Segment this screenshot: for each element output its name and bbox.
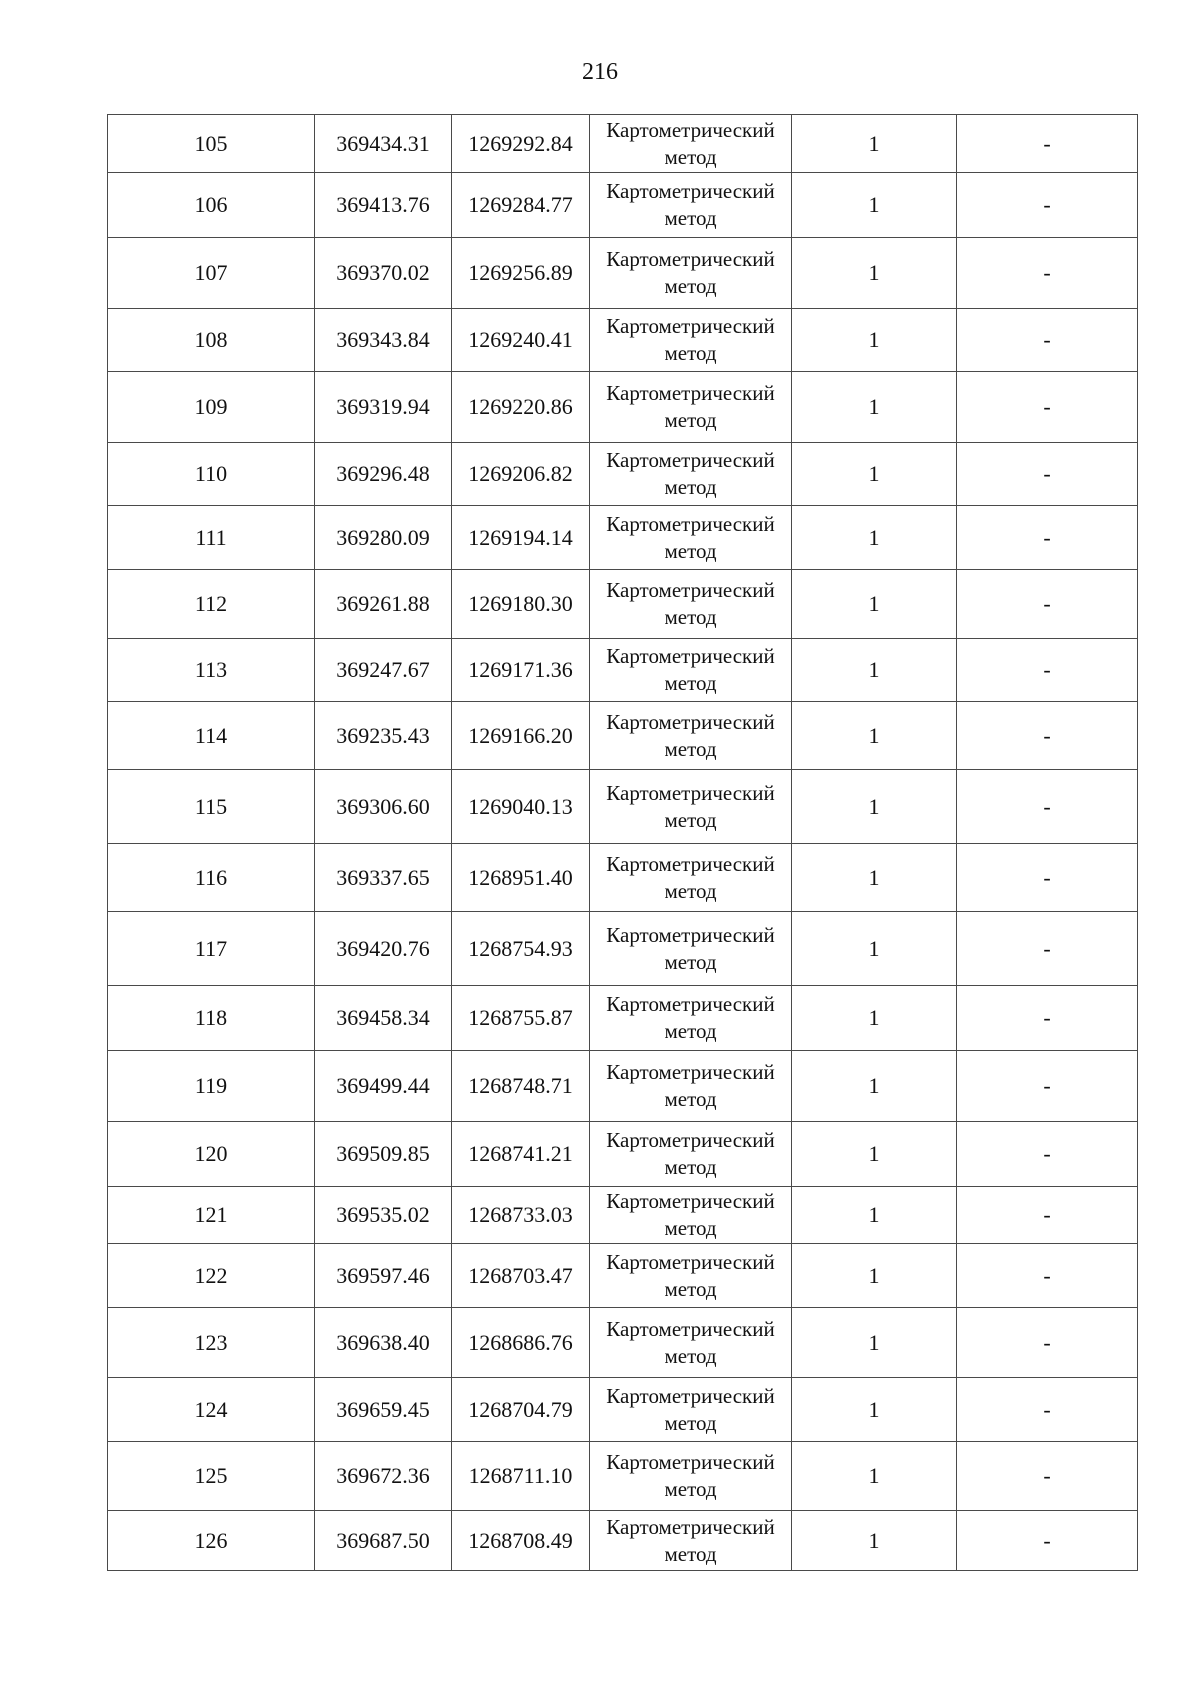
- note-cell: -: [957, 844, 1138, 912]
- note-cell: -: [957, 372, 1138, 443]
- note-cell: -: [957, 443, 1138, 506]
- method-line-1: Картометрический: [606, 1060, 775, 1084]
- method-line-1: Картометрический: [606, 117, 775, 142]
- accuracy-cell: 1: [792, 702, 957, 770]
- y-coordinate-cell: 1269194.14: [452, 506, 590, 570]
- accuracy-cell: 1: [792, 570, 957, 639]
- table-row: [108, 1187, 1138, 1244]
- method-line-1: Картометрический: [606, 1316, 775, 1341]
- method-line-2: метод: [664, 206, 717, 230]
- accuracy-cell: 1: [792, 844, 957, 912]
- method-cell: [590, 1378, 792, 1442]
- method-cell: [590, 770, 792, 844]
- method-cell: [590, 1187, 792, 1244]
- method-cell: [590, 309, 792, 372]
- method-cell: [590, 1308, 792, 1378]
- method-line-2: метод: [664, 807, 717, 832]
- point-number-cell: 120: [108, 1122, 315, 1187]
- x-coordinate-cell: 369343.84: [315, 309, 452, 372]
- x-coordinate-cell: 369235.43: [315, 702, 452, 770]
- coordinates-table: [107, 114, 1138, 1571]
- table-row: [108, 844, 1138, 912]
- method-line-2: метод: [664, 736, 717, 761]
- x-coordinate-cell: 369306.60: [315, 770, 452, 844]
- method-cell: [590, 1511, 792, 1571]
- x-coordinate-cell: 369420.76: [315, 912, 452, 986]
- x-coordinate-cell: 369247.67: [315, 639, 452, 702]
- y-coordinate-cell: 1269292.84: [452, 115, 590, 173]
- accuracy-cell: 1: [792, 173, 957, 238]
- x-coordinate-cell: 369337.65: [315, 844, 452, 912]
- method-cell: [590, 986, 792, 1051]
- x-coordinate-cell: 369261.88: [315, 570, 452, 639]
- x-coordinate-cell: 369597.46: [315, 1244, 452, 1308]
- point-number-cell: 112: [108, 570, 315, 639]
- method-line-2: метод: [664, 1087, 717, 1111]
- accuracy-cell: 1: [792, 1308, 957, 1378]
- method-line-1: Картометрический: [606, 780, 775, 805]
- note-cell: -: [957, 1511, 1138, 1571]
- point-number-cell: 111: [108, 506, 315, 570]
- method-line-1: Картометрический: [606, 511, 775, 536]
- method-cell: [590, 173, 792, 238]
- method-line-1: Картометрический: [606, 314, 775, 338]
- method-line-2: метод: [664, 605, 717, 629]
- point-number-cell: 121: [108, 1187, 315, 1244]
- table-row: [108, 443, 1138, 506]
- table-row: [108, 770, 1138, 844]
- point-number-cell: 124: [108, 1378, 315, 1442]
- table-row: [108, 1244, 1138, 1308]
- point-number-cell: 122: [108, 1244, 315, 1308]
- method-cell: [590, 1442, 792, 1511]
- x-coordinate-cell: 369509.85: [315, 1122, 452, 1187]
- y-coordinate-cell: 1268686.76: [452, 1308, 590, 1378]
- method-cell: [590, 912, 792, 986]
- note-cell: -: [957, 309, 1138, 372]
- point-number-cell: 110: [108, 443, 315, 506]
- point-number-cell: 115: [108, 770, 315, 844]
- point-number-cell: 125: [108, 1442, 315, 1511]
- accuracy-cell: 1: [792, 309, 957, 372]
- y-coordinate-cell: 1269206.82: [452, 443, 590, 506]
- method-line-2: метод: [664, 949, 717, 974]
- method-line-1: Картометрический: [606, 1514, 775, 1539]
- method-cell: [590, 506, 792, 570]
- method-line-1: Картометрический: [606, 992, 775, 1016]
- method-cell: [590, 702, 792, 770]
- method-line-2: метод: [664, 1276, 717, 1301]
- y-coordinate-cell: 1269166.20: [452, 702, 590, 770]
- table-row: [108, 1511, 1138, 1571]
- x-coordinate-cell: 369672.36: [315, 1442, 452, 1511]
- method-line-1: Картометрический: [606, 1450, 775, 1474]
- method-line-2: метод: [664, 274, 717, 298]
- method-line-2: метод: [664, 1343, 717, 1368]
- accuracy-cell: 1: [792, 238, 957, 309]
- method-line-2: метод: [664, 475, 717, 499]
- method-line-1: Картометрический: [606, 922, 775, 947]
- method-line-1: Картометрический: [606, 1383, 775, 1408]
- table-row: [108, 702, 1138, 770]
- method-line-2: метод: [664, 538, 717, 563]
- accuracy-cell: 1: [792, 1187, 957, 1244]
- table-row: [108, 639, 1138, 702]
- table-row: [108, 1442, 1138, 1511]
- note-cell: -: [957, 1051, 1138, 1122]
- note-cell: -: [957, 238, 1138, 309]
- y-coordinate-cell: 1268754.93: [452, 912, 590, 986]
- accuracy-cell: 1: [792, 986, 957, 1051]
- method-line-1: Картометрический: [606, 851, 775, 876]
- note-cell: -: [957, 639, 1138, 702]
- method-cell: [590, 1244, 792, 1308]
- method-line-1: Картометрический: [606, 448, 775, 472]
- y-coordinate-cell: 1268755.87: [452, 986, 590, 1051]
- method-line-2: метод: [664, 878, 717, 903]
- x-coordinate-cell: 369458.34: [315, 986, 452, 1051]
- table-row: [108, 912, 1138, 986]
- method-line-2: метод: [664, 144, 717, 169]
- x-coordinate-cell: 369659.45: [315, 1378, 452, 1442]
- method-cell: [590, 570, 792, 639]
- method-line-1: Картометрический: [606, 179, 775, 203]
- note-cell: -: [957, 1378, 1138, 1442]
- accuracy-cell: 1: [792, 1051, 957, 1122]
- note-cell: -: [957, 986, 1138, 1051]
- table-row: [108, 986, 1138, 1051]
- point-number-cell: 113: [108, 639, 315, 702]
- method-line-2: метод: [664, 1477, 717, 1501]
- y-coordinate-cell: 1268733.03: [452, 1187, 590, 1244]
- method-line-2: метод: [664, 408, 717, 432]
- table-row: [108, 1122, 1138, 1187]
- x-coordinate-cell: 369370.02: [315, 238, 452, 309]
- point-number-cell: 107: [108, 238, 315, 309]
- table-row: [108, 238, 1138, 309]
- y-coordinate-cell: 1268703.47: [452, 1244, 590, 1308]
- method-line-2: метод: [664, 1410, 717, 1435]
- point-number-cell: 114: [108, 702, 315, 770]
- point-number-cell: 105: [108, 115, 315, 173]
- point-number-cell: 109: [108, 372, 315, 443]
- method-line-2: метод: [664, 341, 717, 365]
- method-cell: [590, 238, 792, 309]
- x-coordinate-cell: 369535.02: [315, 1187, 452, 1244]
- accuracy-cell: 1: [792, 115, 957, 173]
- method-cell: [590, 115, 792, 173]
- accuracy-cell: 1: [792, 912, 957, 986]
- y-coordinate-cell: 1269171.36: [452, 639, 590, 702]
- table-body: [108, 115, 1138, 1571]
- method-cell: [590, 1051, 792, 1122]
- point-number-cell: 106: [108, 173, 315, 238]
- table-row: [108, 1308, 1138, 1378]
- accuracy-cell: 1: [792, 1122, 957, 1187]
- y-coordinate-cell: 1268704.79: [452, 1378, 590, 1442]
- y-coordinate-cell: 1269220.86: [452, 372, 590, 443]
- y-coordinate-cell: 1268711.10: [452, 1442, 590, 1511]
- method-line-1: Картометрический: [606, 709, 775, 734]
- y-coordinate-cell: 1269240.41: [452, 309, 590, 372]
- page-number: 216: [582, 59, 618, 85]
- method-line-2: метод: [664, 1216, 717, 1240]
- y-coordinate-cell: 1268748.71: [452, 1051, 590, 1122]
- x-coordinate-cell: 369280.09: [315, 506, 452, 570]
- method-line-1: Картометрический: [606, 1189, 775, 1213]
- note-cell: -: [957, 506, 1138, 570]
- y-coordinate-cell: 1268741.21: [452, 1122, 590, 1187]
- table-row: [108, 173, 1138, 238]
- accuracy-cell: 1: [792, 443, 957, 506]
- table-row: [108, 506, 1138, 570]
- y-coordinate-cell: 1268951.40: [452, 844, 590, 912]
- method-line-1: Картометрический: [606, 381, 775, 405]
- table-row: [108, 115, 1138, 173]
- accuracy-cell: 1: [792, 372, 957, 443]
- table-row: [108, 309, 1138, 372]
- method-line-1: Картометрический: [606, 1128, 775, 1152]
- point-number-cell: 119: [108, 1051, 315, 1122]
- note-cell: -: [957, 1308, 1138, 1378]
- note-cell: -: [957, 770, 1138, 844]
- point-number-cell: 116: [108, 844, 315, 912]
- method-line-2: метод: [664, 1155, 717, 1179]
- accuracy-cell: 1: [792, 1442, 957, 1511]
- note-cell: -: [957, 173, 1138, 238]
- method-line-1: Картометрический: [606, 644, 775, 668]
- x-coordinate-cell: 369687.50: [315, 1511, 452, 1571]
- method-cell: [590, 639, 792, 702]
- note-cell: -: [957, 702, 1138, 770]
- table-row: [108, 1051, 1138, 1122]
- method-cell: [590, 372, 792, 443]
- accuracy-cell: 1: [792, 1244, 957, 1308]
- note-cell: -: [957, 1187, 1138, 1244]
- point-number-cell: 126: [108, 1511, 315, 1571]
- accuracy-cell: 1: [792, 506, 957, 570]
- x-coordinate-cell: 369499.44: [315, 1051, 452, 1122]
- point-number-cell: 123: [108, 1308, 315, 1378]
- y-coordinate-cell: 1268708.49: [452, 1511, 590, 1571]
- x-coordinate-cell: 369319.94: [315, 372, 452, 443]
- accuracy-cell: 1: [792, 770, 957, 844]
- table-row: [108, 570, 1138, 639]
- accuracy-cell: 1: [792, 1511, 957, 1571]
- y-coordinate-cell: 1269040.13: [452, 770, 590, 844]
- method-cell: [590, 844, 792, 912]
- point-number-cell: 118: [108, 986, 315, 1051]
- y-coordinate-cell: 1269256.89: [452, 238, 590, 309]
- x-coordinate-cell: 369413.76: [315, 173, 452, 238]
- method-line-1: Картометрический: [606, 578, 775, 602]
- note-cell: -: [957, 912, 1138, 986]
- point-number-cell: 108: [108, 309, 315, 372]
- x-coordinate-cell: 369434.31: [315, 115, 452, 173]
- y-coordinate-cell: 1269284.77: [452, 173, 590, 238]
- method-line-2: метод: [664, 1541, 717, 1566]
- method-line-2: метод: [664, 671, 717, 695]
- method-line-1: Картометрический: [606, 1249, 775, 1274]
- table-row: [108, 372, 1138, 443]
- x-coordinate-cell: 369638.40: [315, 1308, 452, 1378]
- note-cell: -: [957, 1442, 1138, 1511]
- accuracy-cell: 1: [792, 639, 957, 702]
- method-cell: [590, 443, 792, 506]
- note-cell: -: [957, 115, 1138, 173]
- point-number-cell: 117: [108, 912, 315, 986]
- x-coordinate-cell: 369296.48: [315, 443, 452, 506]
- method-line-1: Картометрический: [606, 247, 775, 271]
- y-coordinate-cell: 1269180.30: [452, 570, 590, 639]
- method-cell: [590, 1122, 792, 1187]
- note-cell: -: [957, 1122, 1138, 1187]
- method-line-2: метод: [664, 1019, 717, 1043]
- note-cell: -: [957, 570, 1138, 639]
- table-row: [108, 1378, 1138, 1442]
- accuracy-cell: 1: [792, 1378, 957, 1442]
- note-cell: -: [957, 1244, 1138, 1308]
